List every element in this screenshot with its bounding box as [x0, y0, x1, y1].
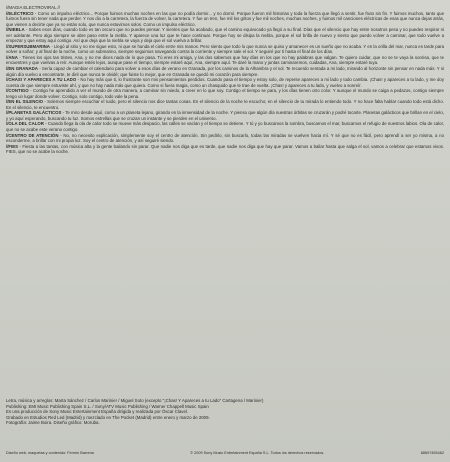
- booklet-title: //MAGIA ELECTROVIRAL //: [6, 5, 60, 10]
- credits-block: [6, 398, 444, 426]
- song-lyrics: [6, 27, 444, 44]
- song-text: - Llegó al sitio y no me sigue esto, ni que se hunda el cielo entre mis manos. Pero siento que todo lo que nunca se quiso y amanecer es un sueño que no acaba. Y en la orilla del mar, nunca es tarde para volver a soñar; y al final de la noche, como un submarino, siempre seguimos navegando contra la corriente y siempre sale el sol. Y seguiré por ti hasta el final de los días.: [6, 43, 444, 55]
- song-title: //OLA DEL CALOR: [6, 121, 44, 127]
- song-text: - Contigo he aprendido a ver el mundo de otra manera, a caminar sin miedo, a creer en lo que soy. Contigo el tiempo se para, y los días tienen otro color. Y aunque el mundo se caiga a pedazos, contigo siempre tengo un lugar donde volver. Contigo, solo contigo, todo vale la pena.: [6, 88, 444, 99]
- song-title: //ELÉCTRICO: [6, 10, 34, 16]
- song-title: //SUPERSUBMARINA: [6, 43, 50, 49]
- song-title: //ANA: [6, 54, 18, 60]
- song-title: //EN EL SILENCIO: [6, 99, 44, 105]
- song-title: //FIES: [6, 143, 19, 149]
- song-title: //PLANETAS GALÁCTICOS: [6, 110, 62, 116]
- song-lyrics: [6, 110, 444, 121]
- footer-left: Diseño web, maquetas y contenido: Fermín Barrena: [6, 451, 94, 455]
- footer: [6, 451, 444, 456]
- song-lyrics: [6, 99, 444, 110]
- song-lyrics: [6, 133, 444, 144]
- song-title: //NIEBLA: [6, 27, 25, 33]
- song-text: - Fiesta a las tantas, con música alta y la gente bailando sin parar. Que nadie nos diga que es tarde, que nadie nos diga que hay que parar. Vamos a bailar hasta que salga el sol, vamos a celebrar que estamos vivos. FIES, que no se acabe la noche.: [6, 143, 444, 155]
- song-lyrics: [6, 55, 444, 66]
- song-text: - Como un impulso eléctrico... Porque fuimos muchas noches en las que no podía dormir... y no dormí. Porque fueron mil historias y toda la fuerza que llegó a sentir, fue fruto sin fin. Y fuimos muchos, tanto que fuimos fuera sin tener nada que perder. Y nos dio a la carretera, la fuerza de volver, la carretera. Y fue un tren, fue mil los gritos y fue mil noches, muchas noches, y fuimos mil canciones eléctricas de esas que nunca dejas atrás, que vienen a decirte que ya no estás solo, que nunca estuvimos solos. Como un impulso eléctrico.: [6, 10, 444, 27]
- song-text: - Cuando llega la ola de calor todo se mueve más despacio, las calles se vacían y el tiempo se detiene. Y tú y yo buscamos la sombra, buscamos el mar, buscamos el refugio de nuestros labios. Ola de calor, que no se acabe este verano contigo.: [6, 121, 444, 133]
- song-text: - No hay más que ti, lo frustrante son mis pensamientos perdidos. Cuando pasa el tiempo y estoy solo, de repente apareces a mi lado y todo cambia. ¡Chas! y apareces a tu lado, y me doy cuenta de que siempre estuviste ahí, y que no hay nada más que quiera. Como si fuera magia, como un chasquido que te trae de vuelta. ¡Chas! y apareces a tu lado, y vuelvo a sonreír.: [6, 77, 444, 88]
- song-text: - Tienes los ojos tan tristes, Ana, y no me dices nada de lo que pasa. Tú eres mi amiga, y las dos sabemos que hay días en los que no hay palabras que valgan. Te quiero cuidar, que no se te vaya la sonrisa, que te encuentres y que vuelvas a reír. Aunque estés lejos, aunque pase el tiempo, siempre estaré aquí, Ana, siempre aquí. Te daré la mano y juntas caminaremos, cuidadas, Ana, siempre estaré tuya.: [6, 54, 444, 66]
- footer-center: © 2009 Sony Music Entertainment España S.L. Todos los derechos reservados.: [190, 451, 325, 455]
- song-lyrics: [6, 121, 444, 132]
- song-lyrics: [6, 11, 444, 28]
- credits-line: Letra, música y arreglos: Marta Sánchez / Carlos Marinier / Miguel Soto (excepto "¡Chas! Y Apareces a tu Lado" Cartagena / Marinier): [6, 398, 264, 403]
- song-lyrics: [6, 77, 444, 88]
- song-lyrics: [6, 44, 444, 55]
- song-text: - No, no necesito explicación, simplemente soy el centro de atención. Sin pedirlo, sin buscarlo, todas las miradas se vuelven hacia mí. Y sé que no es fácil, pero aprendí a ser yo misma, a no esconderme, a brillar con mi propia luz. Soy el centro de atención, y así seguiré siendo.: [6, 132, 444, 144]
- song-text: - Sabes esos días, cuando todo es tan oscuro que no puedes pensar. Y sientes que ha acabado, que el camino equivocado ya llegó a su final. Días que el silencio que hay entre nosotros pesa y no puedes respirar ni ver adelante. Pero algo siempre se abre paso entre la niebla. Y aparece una luz que te hace continuar. Porque hoy se disipa la niebla, porque el sol brilla de nuevo y siento que puedo volver a caminar, que todo vuelve a empezar y que estoy aquí contigo. Así que deja que la niebla se vaya y deja que el sol vuelva a brillar.: [6, 27, 444, 44]
- lyrics-body: [6, 5, 444, 155]
- song-title: //CONTIGO: [6, 88, 29, 94]
- credits-line: Publishing: EMI Music Publishing Spain S.L. / Sony/ATV Music Publishing / Warner Chappell Music Spain: [6, 403, 209, 409]
- song-title: //CHAS! Y APARECES A TU LADO: [6, 77, 77, 83]
- credits-line: Grabado en Estudios Red Led (Madrid) y mezclado en The Pocket (Madrid) entre enero y marzo de 2009.: [6, 414, 210, 420]
- song-text: - Te miro desde aquí, como a un planeta lejano, girando en la inmensidad de la noche. Y pienso que algún día nuestras órbitas se cruzarán y podré tocarte. Planetas galácticos que brillan en el cielo, y yo aquí esperando, buscando tu luz. Somos estrellas que se cruzan un instante y se pierden en el universo.: [6, 110, 444, 121]
- song-lyrics: [6, 144, 444, 155]
- catalog-number: 88697455462: [420, 451, 444, 455]
- song-text: - Sería capaz de cambiar el calendario para volver a esos días de verano en Granada, por los caminos de la Alhambra y el sol. Te recuerdo sentada a mi lado, mirando al horizonte sin pensar en nada más. Y si algún día vuelvo a encontrarte, te diré que nunca te olvidé; que fuiste lo mejor, que en Granada se quedó mi corazón para siempre.: [6, 66, 444, 77]
- credits-line: Es una producción de Sony Music Entertainment España dirigida y realizada por Óscar Clavel.: [6, 409, 189, 415]
- song-title: //EN GRANADA: [6, 66, 38, 72]
- credits-line: Fotografía: Jaime Boira. Diseño gráfico: Moruba.: [6, 420, 100, 426]
- song-title: //CENTRO DE ATENCIÓN: [6, 132, 59, 138]
- song-lyrics: [6, 88, 444, 99]
- song-lyrics: [6, 66, 444, 77]
- song-text: - Solemos siempre escuchar el ruido, pero el silencio nos dice tantas cosas. En el silencio de la noche te escucho; en el silencio de tu mirada lo entiendo todo. Y no hace falta hablar cuando todo está dicho. En el silencio, te encuentro.: [6, 99, 444, 110]
